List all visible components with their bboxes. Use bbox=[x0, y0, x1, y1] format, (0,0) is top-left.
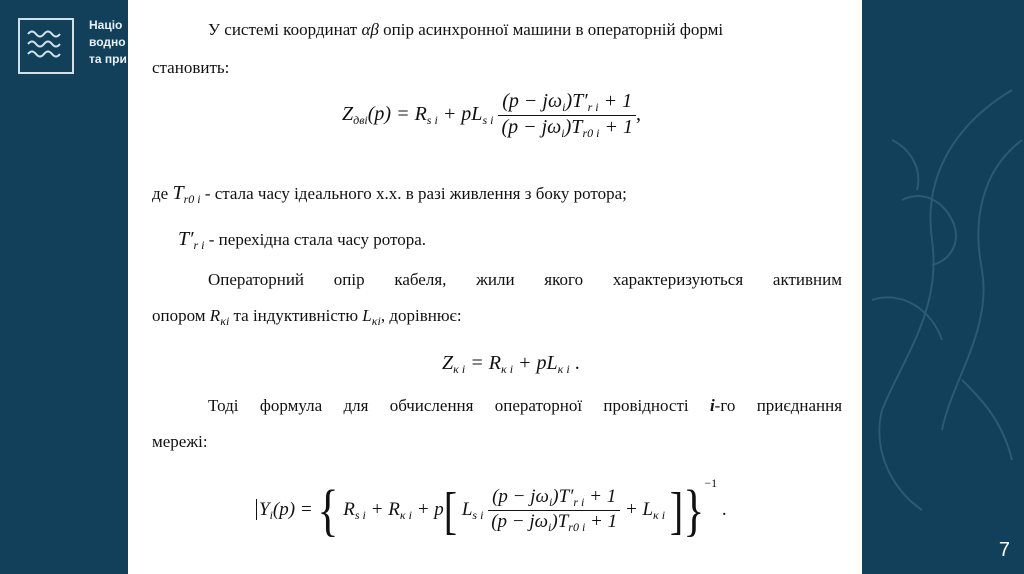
paragraph-2-line-2: опором $R_{\kappa i}$ та індуктивністю $L_{\kappa i}$, дорівнює: bbox=[152, 306, 462, 328]
definition-tr0: де $T_{r0 i}$ - стала часу ідеального х.х. в разі живлення з боку ротора; bbox=[152, 182, 627, 206]
document-page bbox=[128, 0, 862, 574]
equation-3: $Y_i(p)$ = { $R_{s i} + R_{\kappa i} + p$[ $L_{s i}$ $\frac{(p - j\omega_i)T'_{r i} + 1}{(p - j\omega_i)T_{r0 i} + 1}$ + $L_{\kappa i}$ ]}$^{-1}$ . bbox=[256, 476, 727, 536]
paragraph-2: Операторний опір кабеля, жили якого характеризуються активним bbox=[208, 270, 842, 289]
paragraph-3: Тоді формула для обчислення операторної провідності i-го приєднання bbox=[208, 396, 843, 415]
text: У системі координат bbox=[208, 20, 358, 39]
equation-2: $Z_{\kappa i} = R_{\kappa i} + pL_{\kappa i}$ . bbox=[442, 352, 580, 376]
institution-name: Націо водно та при bbox=[89, 18, 127, 66]
fraction: $\frac{(p - j\omega_i)T'_{r i} + 1}{(p - j\omega_i)T_{r0 i} + 1}$ bbox=[498, 90, 636, 141]
decorative-lion-outline bbox=[862, 80, 1024, 520]
waves-icon bbox=[26, 28, 66, 64]
paragraph-1 bbox=[152, 20, 842, 40]
paragraph-3-line-2: мережі: bbox=[152, 432, 208, 451]
fraction: $\frac{(p - j\omega_i)T'_{r i} + 1}{(p - j\omega_i)T_{r0 i} + 1}$ bbox=[488, 486, 620, 535]
definition-tr: $T'_{r i}$ - перехідна стала часу ротора. bbox=[178, 228, 427, 252]
text: опір асинхронної машини в операторній формі bbox=[383, 20, 724, 39]
paragraph-1-line-2: становить: bbox=[152, 58, 230, 77]
equation-1: $Z_{дві}(p) = R_{s i} + pL_{s i}$ $\frac{(p - j\omega_i)T'_{r i} + 1}{(p - j\omega_i)T_{r0 i} + 1}$ , bbox=[342, 90, 641, 140]
page-number: 7 bbox=[998, 539, 1010, 561]
coordinate-symbol: αβ bbox=[361, 20, 379, 39]
institution-logo bbox=[18, 18, 74, 74]
